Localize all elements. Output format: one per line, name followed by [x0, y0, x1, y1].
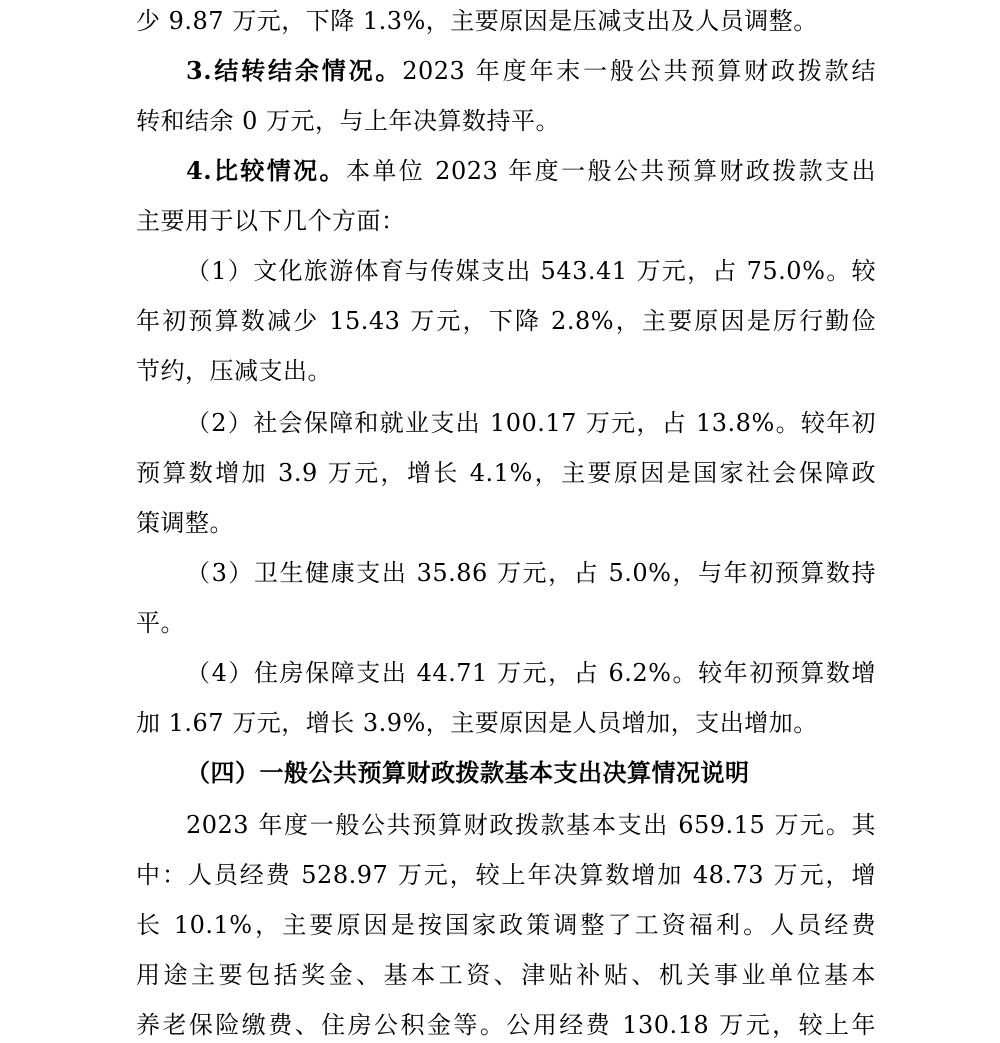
text-line-8: 节约，压减支出。	[136, 357, 332, 385]
text-line-18: 中：人员经费 528.97 万元，较上年决算数增加 48.73 万元，增	[136, 861, 876, 889]
text-line-21: 养老保险缴费、住房公积金等。公用经费 130.18 万元，较上年	[136, 1011, 876, 1039]
text-line-20: 用途主要包括奖金、基本工资、津贴补贴、机关事业单位基本	[136, 961, 876, 989]
text-line-4	[186, 151, 876, 191]
text-line-7: 年初预算数减少 15.43 万元，下降 2.8%，主要原因是厉行勤俭	[136, 307, 876, 335]
text-line-6: （1）文化旅游体育与传媒支出 543.41 万元，占 75.0%。较	[186, 257, 876, 285]
text-line-17: 2023 年度一般公共预算财政拨款基本支出 659.15 万元。其	[186, 811, 876, 839]
text-line-3: 转和结余 0 万元，与上年决算数持平。	[136, 107, 561, 135]
text-line-2-body: 2023 年度年末一般公共预算财政拨款结	[402, 57, 876, 85]
section-heading-basic-expenditure: （四）一般公共预算财政拨款基本支出决算情况说明	[186, 758, 750, 787]
section-heading-carryover: 3.结转结余情况。	[186, 56, 403, 85]
text-line-4-body: 本单位 2023 年度一般公共预算财政拨款支出	[345, 157, 876, 185]
text-line-11: 策调整。	[136, 509, 234, 537]
text-line-19: 长 10.1%，主要原因是按国家政策调整了工资福利。人员经费	[136, 911, 876, 939]
text-line-14: （4）住房保障支出 44.71 万元，占 6.2%。较年初预算数增	[186, 659, 876, 687]
text-line-1: 少 9.87 万元，下降 1.3%，主要原因是压减支出及人员调整。	[136, 7, 818, 35]
text-line-2	[186, 51, 876, 91]
section-heading-comparison: 4.比较情况。	[186, 156, 346, 185]
text-line-13: 平。	[136, 609, 185, 637]
text-line-15: 加 1.67 万元，增长 3.9%，主要原因是人员增加，支出增加。	[136, 709, 818, 737]
text-line-9: （2）社会保障和就业支出 100.17 万元，占 13.8%。较年初	[186, 409, 876, 437]
text-line-10: 预算数增加 3.9 万元，增长 4.1%，主要原因是国家社会保障政	[136, 459, 876, 487]
text-line-5: 主要用于以下几个方面：	[136, 207, 406, 235]
text-line-12: （3）卫生健康支出 35.86 万元，占 5.0%，与年初预算数持	[186, 559, 876, 587]
